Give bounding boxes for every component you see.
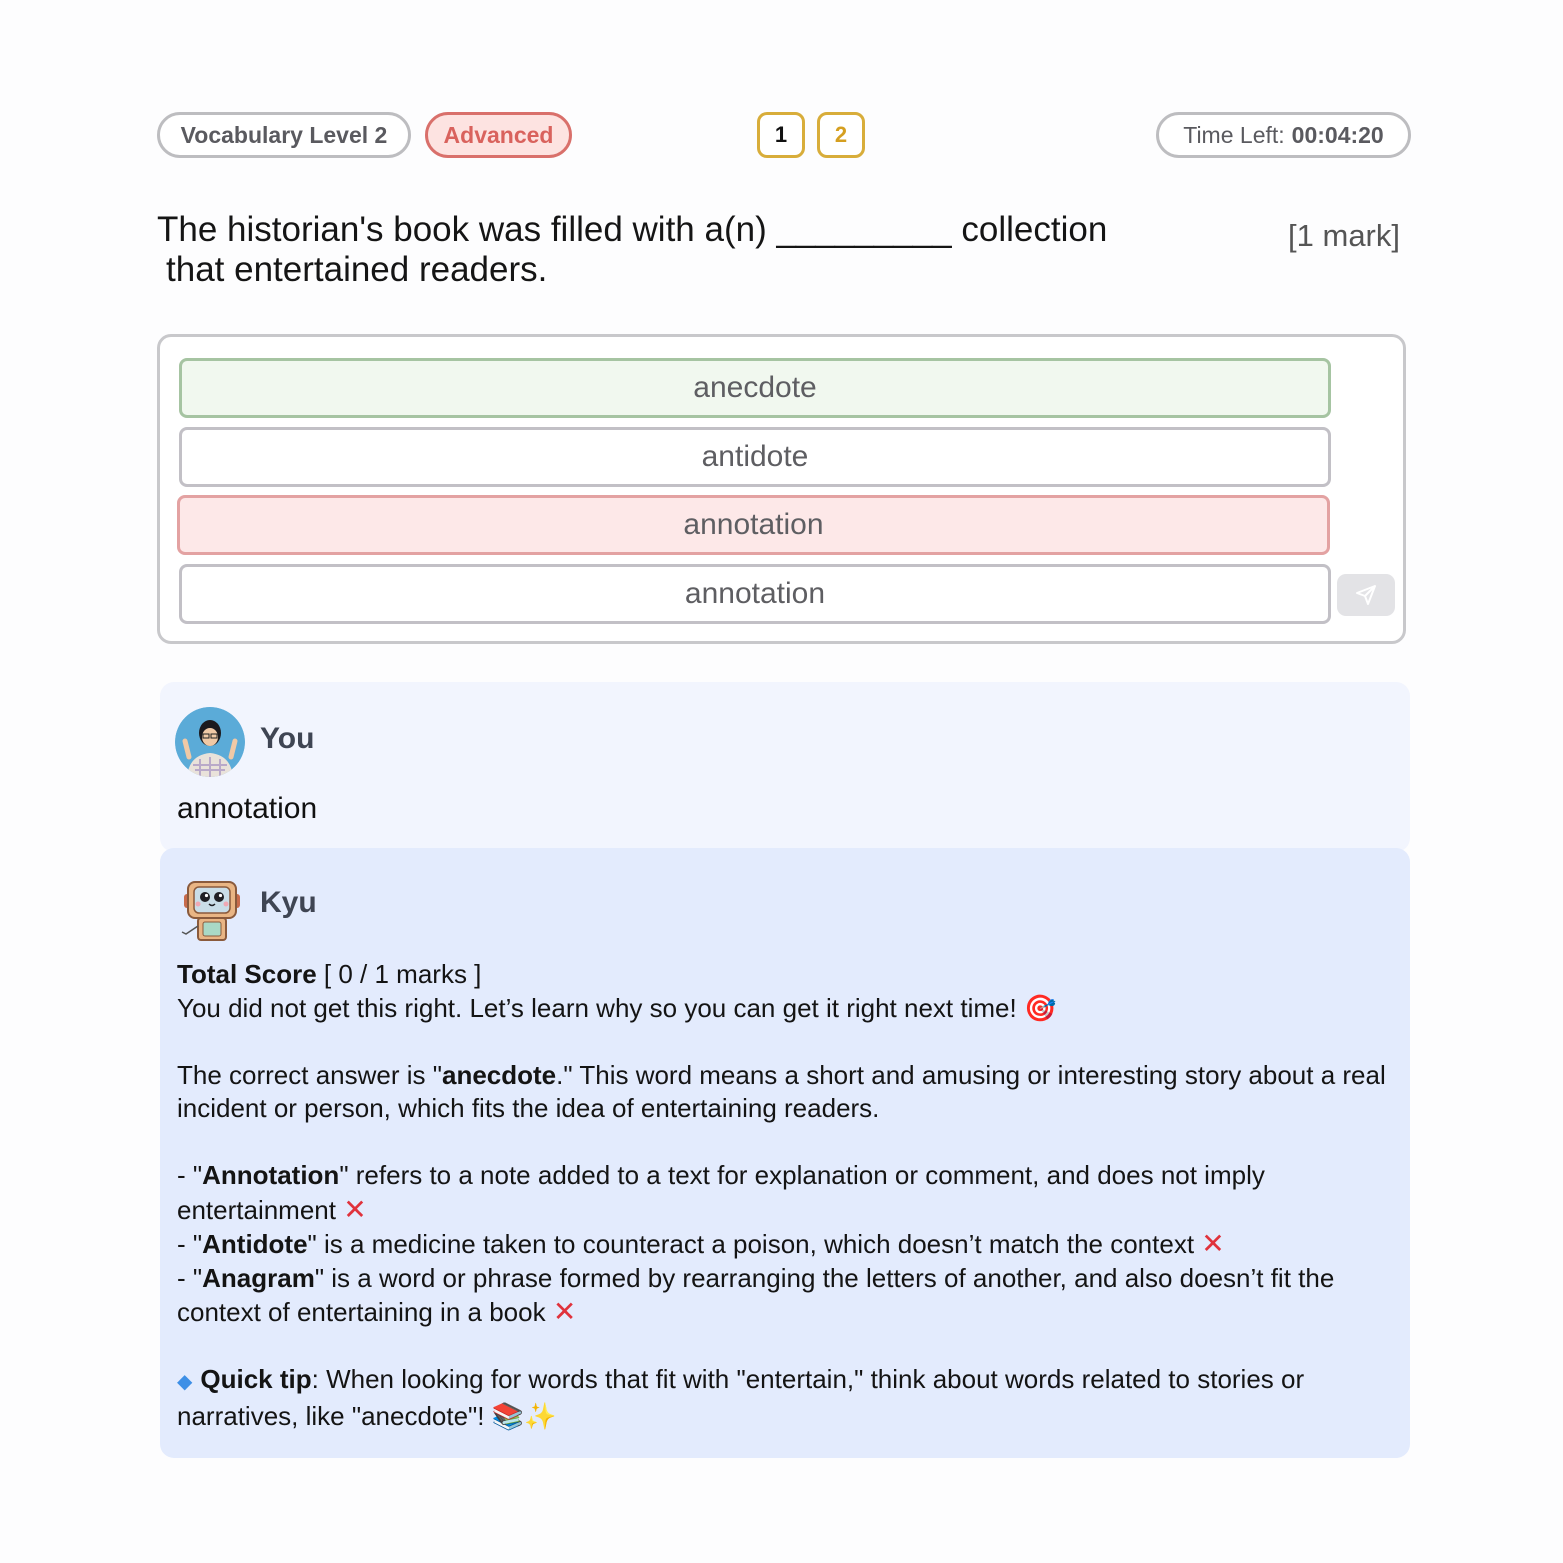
cross-mark-icon: ✕ bbox=[343, 1193, 367, 1225]
bot-name: Kyu bbox=[260, 886, 317, 919]
cross-mark-icon: ✕ bbox=[1201, 1228, 1225, 1259]
send-icon bbox=[1354, 583, 1378, 607]
bot-message bbox=[160, 848, 1410, 1458]
distractor-prefix: - " bbox=[177, 1262, 203, 1293]
user-message bbox=[160, 682, 1410, 852]
score-line bbox=[177, 958, 1402, 992]
distractor-text: " refers to a note added to a text for explanation or comment, and does not imply entertainment bbox=[177, 1160, 1265, 1225]
option-antidote[interactable]: antidote bbox=[179, 427, 1331, 487]
distractor-prefix: - " bbox=[177, 1229, 203, 1259]
timer-badge bbox=[1156, 112, 1411, 158]
quiz-header bbox=[157, 112, 1411, 158]
question-text bbox=[157, 210, 1257, 290]
correct-suffix: ." This word means a short and amusing or interesting story about a real incident or person, which fits the idea of entertaining readers. bbox=[177, 1059, 1386, 1123]
intro-line bbox=[177, 992, 1402, 1026]
user-avatar bbox=[175, 707, 245, 777]
distractor-annotation bbox=[177, 1159, 1402, 1227]
target-icon: 🎯 bbox=[1023, 992, 1057, 1023]
bot-avatar-robot-icon bbox=[178, 876, 246, 944]
difficulty-badge: Advanced bbox=[425, 112, 572, 158]
distractor-word: Antidote bbox=[202, 1229, 308, 1259]
score-value: [ 0 / 1 marks ] bbox=[323, 959, 482, 989]
level-badge: Vocabulary Level 2 bbox=[157, 112, 411, 158]
feedback-body bbox=[177, 958, 1402, 1433]
correct-prefix: The correct answer is " bbox=[177, 1059, 442, 1090]
distractor-anagram bbox=[177, 1262, 1402, 1330]
cross-mark-icon: ✕ bbox=[552, 1296, 577, 1327]
distractor-prefix: - " bbox=[177, 1160, 203, 1190]
diamond-icon: ◆ bbox=[177, 1371, 193, 1393]
score-label: Total Score bbox=[177, 959, 317, 989]
send-button[interactable] bbox=[1337, 574, 1395, 616]
distractor-text: " is a word or phrase formed by rearranging the letters of another, and also doesn’t fit the context of entertaining in a book bbox=[177, 1262, 1335, 1327]
quick-tip bbox=[177, 1363, 1402, 1433]
option-anecdote[interactable]: anecdote bbox=[179, 358, 1331, 418]
distractor-word: Annotation bbox=[202, 1160, 340, 1190]
question-marks: [1 mark] bbox=[1288, 218, 1400, 253]
user-name: You bbox=[260, 722, 315, 755]
intro-text: You did not get this right. Let’s learn why so you can get it right next time! bbox=[177, 992, 1017, 1023]
books-sparkles-icon: 📚✨ bbox=[491, 1400, 557, 1431]
tip-label: Quick tip bbox=[200, 1364, 312, 1394]
question-number-2-button[interactable]: 2 bbox=[817, 112, 865, 158]
question-number-1-button[interactable]: 1 bbox=[757, 112, 805, 158]
timer-label: Time Left: bbox=[1183, 121, 1285, 148]
options-panel bbox=[157, 334, 1406, 644]
user-message-text: annotation bbox=[177, 792, 318, 825]
distractor-text: " is a medicine taken to counteract a poison, which doesn’t match the context bbox=[307, 1229, 1195, 1259]
question-line-2: that entertained readers. bbox=[166, 250, 548, 289]
tip-text: : When looking for words that fit with "entertain," think about words related to stories or narratives, like "anecdote"! bbox=[177, 1364, 1305, 1431]
correct-word: anecdote bbox=[441, 1059, 557, 1090]
timer-value: 00:04:20 bbox=[1291, 121, 1384, 148]
correct-answer-explanation bbox=[177, 1059, 1402, 1126]
distractor-word: Anagram bbox=[202, 1262, 315, 1293]
question-line-1: The historian's book was filled with a(n) _________ collection bbox=[157, 210, 1108, 249]
option-annotation[interactable]: annotation bbox=[177, 495, 1330, 555]
answer-input[interactable]: annotation bbox=[179, 564, 1331, 624]
distractor-antidote bbox=[177, 1227, 1402, 1262]
